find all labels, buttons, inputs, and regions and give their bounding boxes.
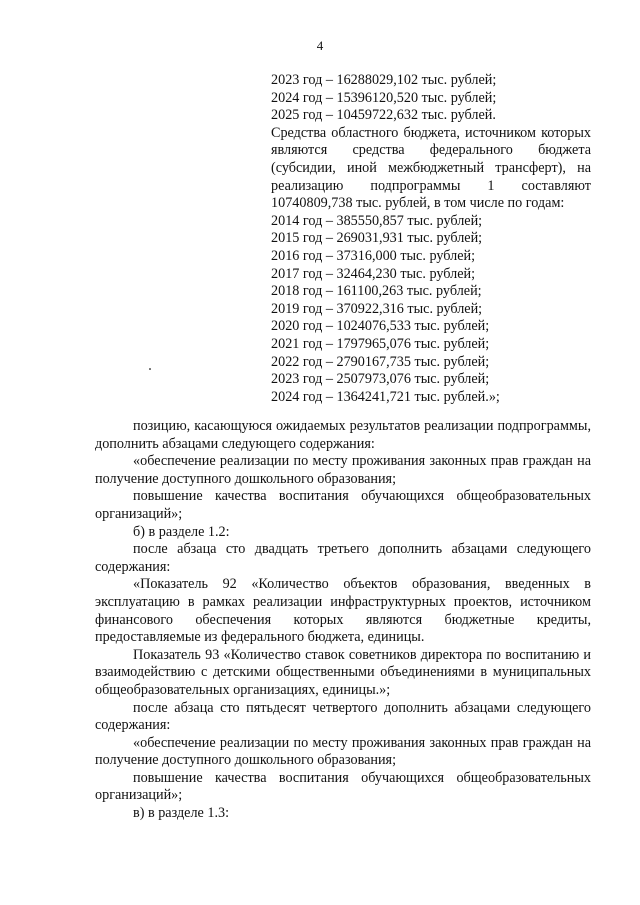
paragraph: Показатель 93 «Количество ставок советников директора по воспитанию и взаимодействию с детскими общественными объединениями в муниципальных общеобразовательных организациях, единицы.»;	[95, 646, 591, 698]
paragraph: «Показатель 92 «Количество объектов образования, введенных в эксплуатацию в рамках реализации инфраструктурных проектов, источником финансового обеспечения которых являются бюджетные кредиты, предоставляемые из федерального бюджета, единицы.	[95, 576, 591, 646]
year-line: 2020 год – 1024076,533 тыс. рублей;	[271, 318, 490, 335]
paragraph: повышение качества воспитания обучающихся общеобразовательных организаций»;	[95, 769, 591, 804]
year-line: 2016 год – 37316,000 тыс. рублей;	[271, 247, 476, 264]
year-line: 2018 год – 161100,263 тыс. рублей;	[271, 283, 482, 300]
year-line: 2023 год – 16288029,102 тыс. рублей;	[271, 72, 497, 88]
year-line: 2024 год – 15396120,520 тыс. рублей;	[271, 89, 497, 106]
regional-budget-paragraph: Средства областного бюджета, источником которых являются средства федерального бюджета (субсидии, иной межбюджетный трансферт), на реализацию подпрограммы 1 составляют 10740809,738 тыс. рублей, в том числе по годам:	[271, 124, 591, 212]
year-line: 2024 год – 1364241,721 тыс. рублей.»;	[271, 388, 500, 405]
paragraph: «обеспечение реализации по месту проживания законных прав граждан на получение доступного дошкольного образования;	[95, 453, 591, 487]
year-line: 2023 год – 2507973,076 тыс. рублей;	[271, 371, 490, 388]
paragraph: после абзаца сто двадцать третьего дополнить абзацами следующего содержания:	[95, 541, 591, 575]
scan-speck	[149, 368, 151, 370]
paragraph: после абзаца сто пятьдесят четвертого дополнить абзацами следующего содержания:	[95, 699, 591, 734]
year-line: 2021 год – 1797965,076 тыс. рублей;	[271, 335, 490, 352]
document-body	[95, 418, 591, 823]
year-line: 2017 год – 32464,230 тыс. рублей;	[271, 265, 476, 282]
year-line: 2022 год – 2790167,735 тыс. рублей;	[271, 353, 490, 370]
year-line: 2019 год – 370922,316 тыс. рублей;	[271, 300, 483, 317]
year-line: 2025 год – 10459722,632 тыс. рублей.	[271, 107, 496, 124]
year-line: 2014 год – 385550,857 тыс. рублей;	[271, 212, 483, 229]
year-line: 2015 год – 269031,931 тыс. рублей;	[271, 230, 483, 247]
page-number: 4	[316, 38, 324, 53]
paragraph: позицию, касающуюся ожидаемых результатов реализации подпрограммы, дополнить абзацами следующего содержания:	[95, 418, 591, 452]
budget-block	[271, 72, 591, 406]
paragraph: в) в разделе 1.3:	[133, 805, 230, 822]
paragraph: б) в разделе 1.2:	[133, 523, 230, 540]
paragraph: повышение качества воспитания обучающихся общеобразовательных организаций»;	[95, 488, 591, 522]
paragraph: «обеспечение реализации по месту проживания законных прав граждан на получение доступного дошкольного образования;	[95, 734, 591, 769]
